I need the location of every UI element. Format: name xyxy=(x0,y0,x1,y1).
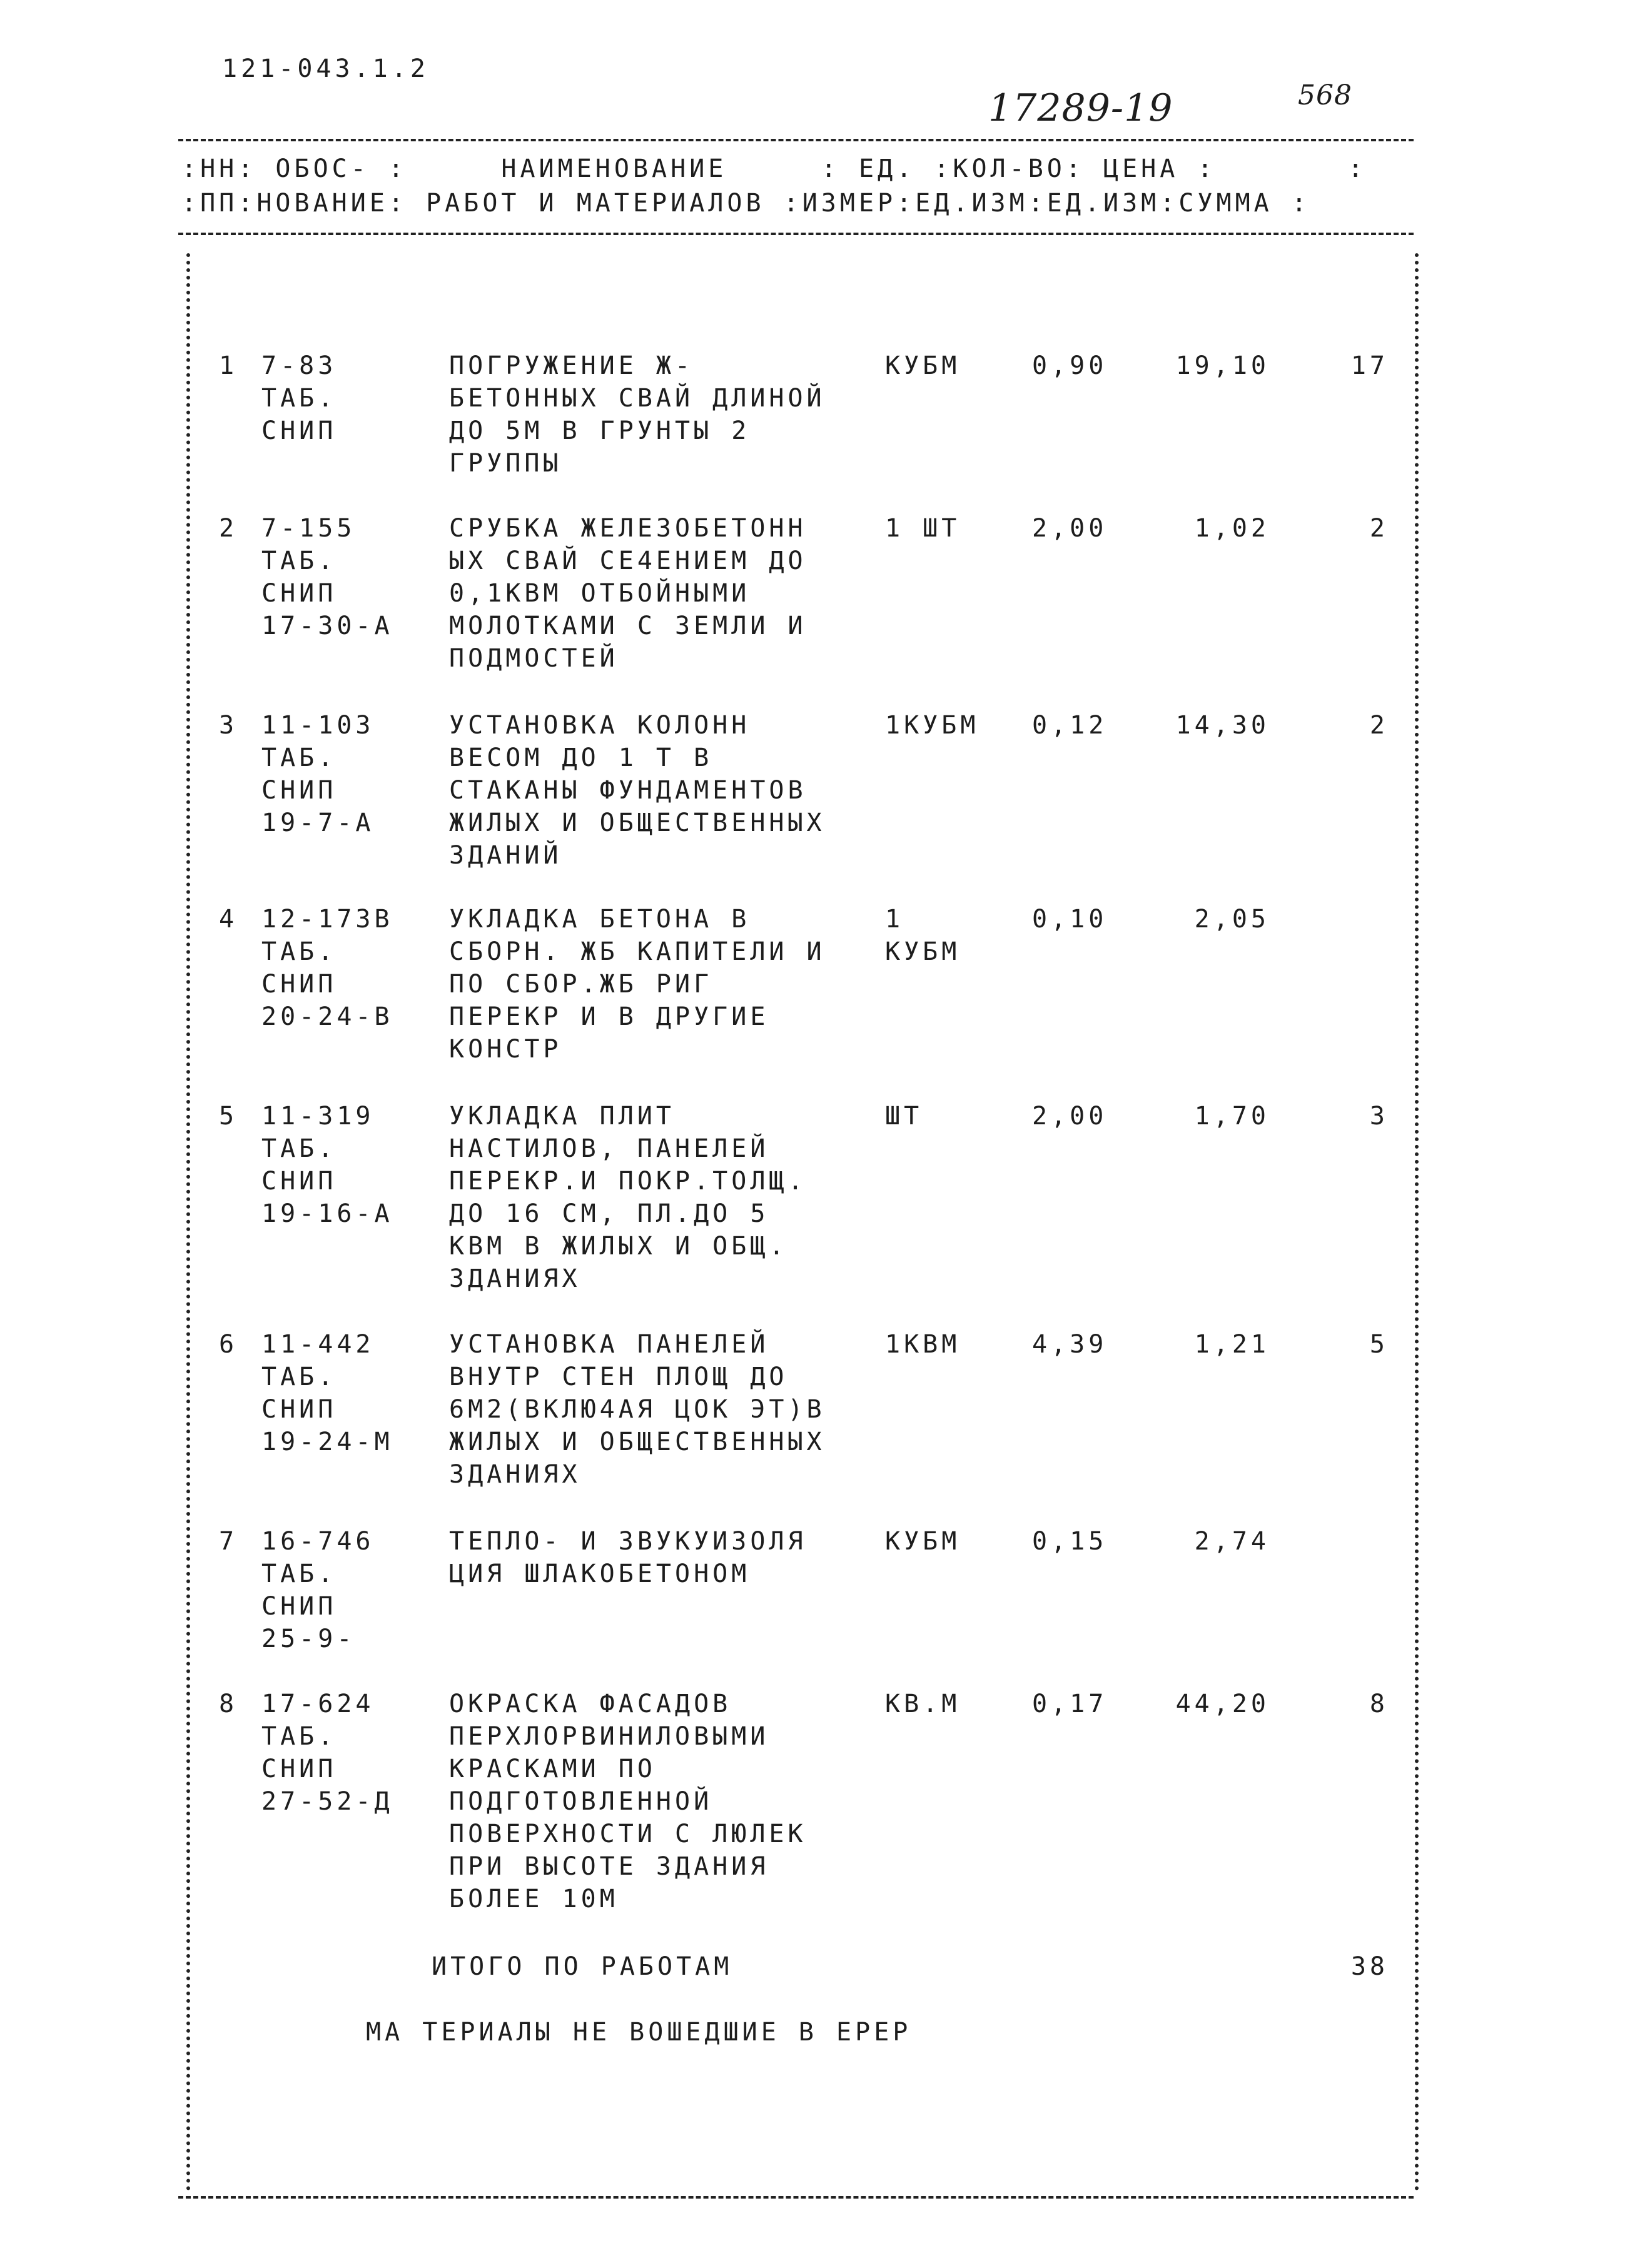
row-name-line: ПРИ ВЫСОТЕ ЗДАНИЯ xyxy=(449,1852,769,1881)
row-unit: КУБМ xyxy=(885,1527,961,1556)
row-code-line: 19-16-А xyxy=(261,1199,393,1228)
row-code-line: 17-30-А xyxy=(261,612,393,640)
table-top-border xyxy=(178,139,1414,141)
row-code-line: 7-83 xyxy=(261,351,337,380)
header-bottom-border xyxy=(178,233,1414,235)
row-quantity: 0,10 xyxy=(1032,905,1108,934)
row-name-line: УКЛАДКА ПЛИТ xyxy=(449,1102,675,1131)
table-right-border xyxy=(1415,253,1419,2192)
row-name-line: УКЛАДКА БЕТОНА В xyxy=(449,905,751,934)
row-name-line: 6М2(ВКЛЮ4АЯ ЦОК ЭТ)В xyxy=(449,1395,826,1424)
row-number: 5 xyxy=(219,1102,238,1131)
row-name-line: ПОДМОСТЕЙ xyxy=(449,644,619,673)
row-code-line: 19-7-А xyxy=(261,809,375,837)
row-name-line: 0,1КВМ ОТБОЙНЫМИ xyxy=(449,579,751,608)
row-price: 1,02 xyxy=(1194,514,1270,543)
row-name-line: ПЕРХЛОРВИНИЛОВЫМИ xyxy=(449,1722,769,1751)
row-sum: 17 xyxy=(1350,351,1389,380)
row-quantity: 0,17 xyxy=(1032,1690,1108,1718)
row-quantity: 0,15 xyxy=(1032,1527,1108,1556)
header-row-2: :ПП:НОВАНИЕ: РАБОТ И МАТЕРИАЛОВ :ИЗМЕР:ЕД.ИЗМ:ЕД.ИЗМ:СУММА : xyxy=(181,189,1310,218)
row-price: 1,21 xyxy=(1194,1330,1270,1359)
row-sum: 5 xyxy=(1369,1330,1389,1359)
row-name-line: ПЕРЕКР И В ДРУГИЕ xyxy=(449,1002,769,1031)
row-code-line: 16-746 xyxy=(261,1527,375,1556)
row-sum: 2 xyxy=(1369,711,1389,740)
row-unit: ШТ xyxy=(885,1102,923,1131)
row-name-line: ВЕСОМ ДО 1 Т В xyxy=(449,743,713,772)
row-name-line: КВМ В ЖИЛЫХ И ОБЩ. xyxy=(449,1232,788,1261)
row-name-line: УСТАНОВКА ПАНЕЛЕЙ xyxy=(449,1330,769,1359)
row-name-line: ЫХ СВАЙ СЕ4ЕНИЕМ ДО xyxy=(449,547,807,575)
row-name-line: КРАСКАМИ ПО xyxy=(449,1755,656,1783)
row-price: 1,70 xyxy=(1194,1102,1270,1131)
row-quantity: 0,12 xyxy=(1032,711,1108,740)
row-code-line: ТАБ. xyxy=(261,1722,337,1751)
row-unit: 1КВМ xyxy=(885,1330,961,1359)
row-name-line: КОНСТР xyxy=(449,1035,562,1064)
row-code-line: СНИП xyxy=(261,970,337,999)
row-name-line: ДО 5М В ГРУНТЫ 2 xyxy=(449,416,751,445)
row-price: 14,30 xyxy=(1175,711,1270,740)
row-unit: 1КУБМ xyxy=(885,711,980,740)
row-name-line: ДО 16 СМ, ПЛ.ДО 5 xyxy=(449,1199,769,1228)
row-name-line: ПО СБОР.ЖБ РИГ xyxy=(449,970,713,999)
row-code-line: 25-9- xyxy=(261,1625,356,1653)
row-sum: 8 xyxy=(1369,1690,1389,1718)
row-code-line: ТАБ. xyxy=(261,384,337,413)
row-number: 1 xyxy=(219,351,238,380)
row-code-line: СНИП xyxy=(261,1167,337,1196)
row-sum: 3 xyxy=(1369,1102,1389,1131)
row-name-line: ПОДГОТОВЛЕННОЙ xyxy=(449,1787,713,1816)
row-price: 19,10 xyxy=(1175,351,1270,380)
row-code-line: 27-52-Д xyxy=(261,1787,393,1816)
row-unit: КУБМ xyxy=(885,937,961,966)
materials-note: МА ТЕРИАЛЫ НЕ ВОШЕДШИЕ В ЕРЕР xyxy=(366,2018,912,2047)
row-name-line: БОЛЕЕ 10М xyxy=(449,1885,619,1913)
row-name-line: УСТАНОВКА КОЛОНН xyxy=(449,711,751,740)
row-code-line: ТАБ. xyxy=(261,1134,337,1163)
row-code-line: 17-624 xyxy=(261,1690,375,1718)
row-number: 6 xyxy=(219,1330,238,1359)
row-name-line: ВНУТР СТЕН ПЛОЩ ДО xyxy=(449,1363,788,1391)
row-code-line: ТАБ. xyxy=(261,1363,337,1391)
row-name-line: ПОВЕРХНОСТИ С ЛЮЛЕК xyxy=(449,1820,807,1848)
row-code-line: СНИП xyxy=(261,579,337,608)
row-code-line: 19-24-М xyxy=(261,1428,393,1456)
row-code-line: СНИП xyxy=(261,1755,337,1783)
row-name-line: НАСТИЛОВ, ПАНЕЛЕЙ xyxy=(449,1134,769,1163)
row-name-line: ПЕРЕКР.И ПОКР.ТОЛЩ. xyxy=(449,1167,807,1196)
row-price: 2,74 xyxy=(1194,1527,1270,1556)
header-row-1: :НН: ОБОС- : НАИМЕНОВАНИЕ : ЕД. :КОЛ-ВО: ЦЕНА : : xyxy=(181,154,1367,183)
page-number: 568 xyxy=(1298,79,1352,111)
row-code-line: 12-173В xyxy=(261,905,393,934)
row-code-line: СНИП xyxy=(261,776,337,805)
row-code-line: СНИП xyxy=(261,1395,337,1424)
row-quantity: 2,00 xyxy=(1032,1102,1108,1131)
row-name-line: БЕТОННЫХ СВАЙ ДЛИНОЙ xyxy=(449,384,826,413)
row-code-line: 7-155 xyxy=(261,514,356,543)
total-label: ИТОГО ПО РАБОТАМ xyxy=(432,1952,733,1981)
document-code: 121-043.1.2 xyxy=(222,54,429,83)
row-name-line: ТЕПЛО- И ЗВУКУИЗОЛЯ xyxy=(449,1527,807,1556)
row-code-line: ТАБ. xyxy=(261,1560,337,1588)
row-number: 2 xyxy=(219,514,238,543)
row-sum: 2 xyxy=(1369,514,1389,543)
row-quantity: 0,90 xyxy=(1032,351,1108,380)
row-name-line: ПОГРУЖЕНИЕ Ж- xyxy=(449,351,694,380)
row-name-line: СРУБКА ЖЕЛЕЗОБЕТОНН xyxy=(449,514,807,543)
row-name-line: ОКРАСКА ФАСАДОВ xyxy=(449,1690,732,1718)
row-number: 3 xyxy=(219,711,238,740)
row-name-line: ЗДАНИЙ xyxy=(449,841,562,870)
table-left-border xyxy=(186,253,190,2192)
row-code-line: СНИП xyxy=(261,416,337,445)
table-bottom-border xyxy=(178,2196,1414,2199)
row-name-line: ЗДАНИЯХ xyxy=(449,1460,581,1489)
row-name-line: МОЛОТКАМИ С ЗЕМЛИ И xyxy=(449,612,807,640)
row-number: 7 xyxy=(219,1527,238,1556)
row-name-line: СБОРН. ЖБ КАПИТЕЛИ И xyxy=(449,937,826,966)
row-number: 8 xyxy=(219,1690,238,1718)
row-quantity: 4,39 xyxy=(1032,1330,1108,1359)
row-name-line: ГРУППЫ xyxy=(449,449,562,478)
row-code-line: ТАБ. xyxy=(261,937,337,966)
row-unit: 1 ШТ xyxy=(885,514,961,543)
row-unit: 1 xyxy=(885,905,904,934)
handwritten-number: 17289-19 xyxy=(988,86,1173,130)
row-price: 44,20 xyxy=(1175,1690,1270,1718)
row-number: 4 xyxy=(219,905,238,934)
row-code-line: ТАБ. xyxy=(261,743,337,772)
total-sum: 38 xyxy=(1350,1952,1389,1981)
row-name-line: ЖИЛЫХ И ОБЩЕСТВЕННЫХ xyxy=(449,809,826,837)
row-code-line: ТАБ. xyxy=(261,547,337,575)
row-unit: КВ.М xyxy=(885,1690,961,1718)
row-name-line: ЖИЛЫХ И ОБЩЕСТВЕННЫХ xyxy=(449,1428,826,1456)
row-code-line: 11-442 xyxy=(261,1330,375,1359)
row-code-line: 20-24-В xyxy=(261,1002,393,1031)
row-name-line: СТАКАНЫ ФУНДАМЕНТОВ xyxy=(449,776,807,805)
row-quantity: 2,00 xyxy=(1032,514,1108,543)
row-name-line: ЗДАНИЯХ xyxy=(449,1264,581,1293)
row-price: 2,05 xyxy=(1194,905,1270,934)
row-unit: КУБМ xyxy=(885,351,961,380)
row-code-line: 11-319 xyxy=(261,1102,375,1131)
row-name-line: ЦИЯ ШЛАКОБЕТОНОМ xyxy=(449,1560,751,1588)
row-code-line: СНИП xyxy=(261,1592,337,1621)
row-code-line: 11-103 xyxy=(261,711,375,740)
